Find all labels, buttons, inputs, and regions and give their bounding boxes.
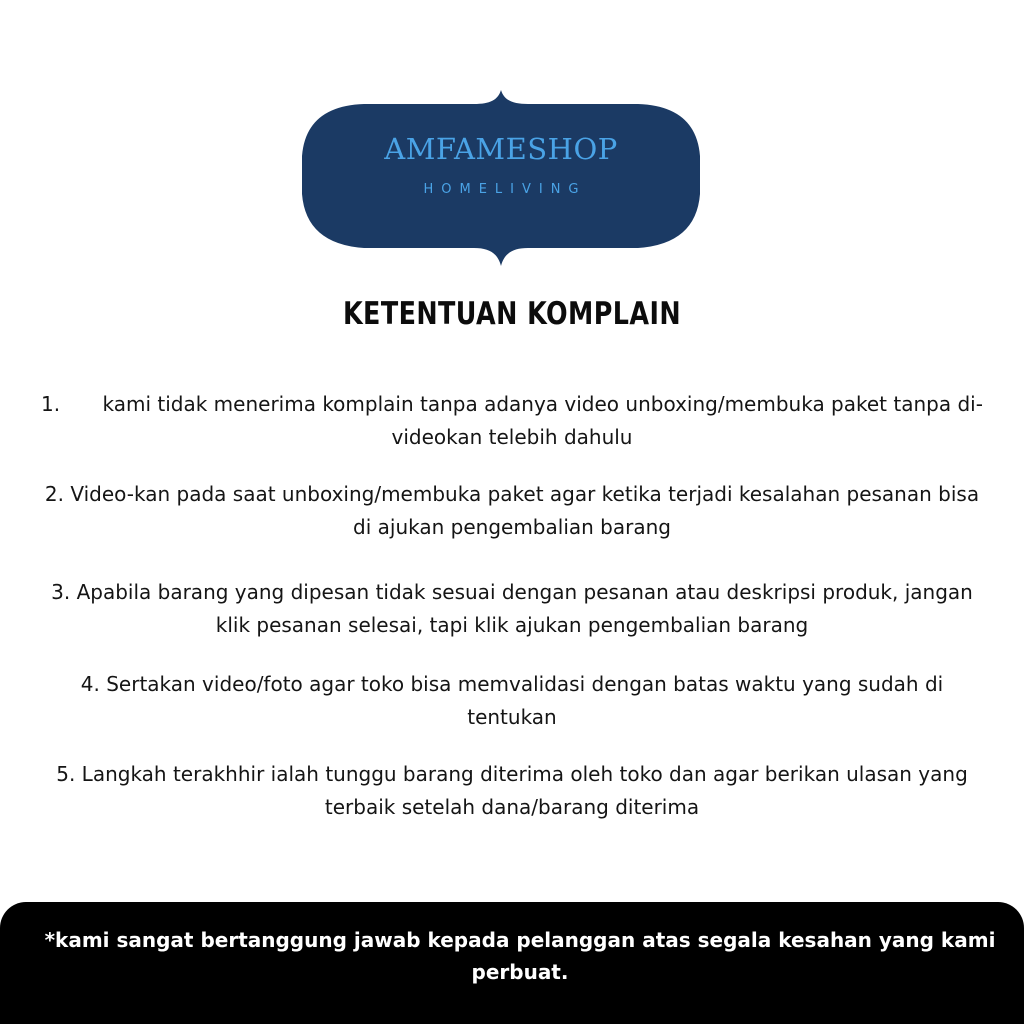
rule-item	[40, 478, 984, 544]
rule-number: 4.	[80, 672, 100, 696]
logo-badge-shape	[298, 88, 704, 268]
brand-tagline: HOMELIVING	[423, 182, 587, 197]
rule-text: Video-kan pada saat unboxing/membuka paket agar ketika terjadi kesalahan pesanan bisa di ajukan pengembalian barang	[70, 482, 980, 539]
rule-item	[40, 388, 984, 454]
brand-name: AMFAMESHOP	[384, 132, 618, 166]
rule-text: Langkah terakhhir ialah tunggu barang diterima oleh toko dan agar berikan ulasan yang terbaik setelah dana/barang diterima	[81, 762, 968, 819]
rule-text: Apabila barang yang dipesan tidak sesuai dengan pesanan atau deskripsi produk, jangan klik pesanan selesai, tapi klik ajukan pengembalian barang	[76, 580, 973, 637]
logo-badge-path	[302, 90, 700, 266]
footer-note: *kami sangat bertanggung jawab kepada pelanggan atas segala kesahan yang kami perbuat.	[44, 928, 996, 984]
rule-text: kami tidak menerima komplain tanpa adanya video unboxing/membuka paket tanpa di-videokan telebih dahulu	[102, 392, 983, 449]
rule-number: 2.	[44, 482, 65, 506]
rule-item	[40, 576, 984, 642]
footer-banner	[0, 902, 1024, 1024]
rule-number: 5.	[56, 762, 76, 786]
page-title: KETENTUAN KOMPLAIN	[342, 296, 682, 332]
rule-number: 3.	[51, 580, 71, 604]
brand-logo	[298, 88, 704, 268]
rule-item	[40, 758, 984, 824]
rule-number: 1.	[41, 392, 61, 416]
rule-item	[40, 668, 984, 734]
rule-text: Sertakan video/foto agar toko bisa memvalidasi dengan batas waktu yang sudah di tentukan	[106, 672, 944, 729]
